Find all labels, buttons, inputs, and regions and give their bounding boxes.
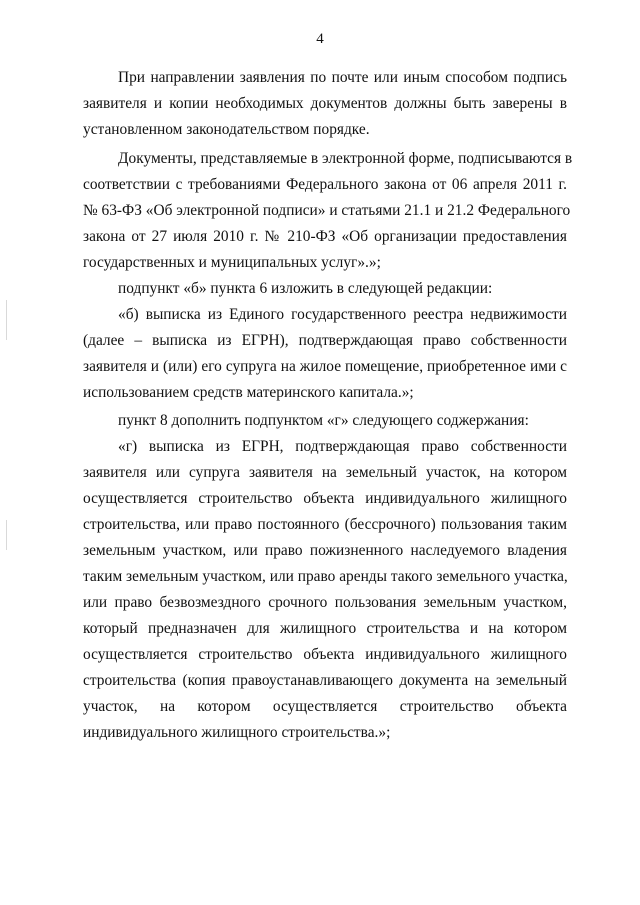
text-line: «б) выписка из Единого государственного реестра недвижимости <box>118 306 567 323</box>
text-line: заявителя или супруга заявителя на земельный участок, на котором <box>83 464 567 481</box>
text-line: индивидуального жилищного строительства.»; <box>83 724 391 741</box>
text-line: использованием средств материнского капитала.»; <box>83 384 414 401</box>
text-line: подпункт «б» пункта 6 изложить в следующей редакции: <box>118 280 493 297</box>
page-number: 4 <box>316 31 324 47</box>
text-line: соответствии с требованиями Федерального закона от 06 апреля 2011 г. <box>83 176 567 193</box>
scan-edge-mark <box>6 520 7 550</box>
text-line: установленном законодательством порядке. <box>83 121 370 138</box>
text-line: № 63-ФЗ «Об электронной подписи» и статьями 21.1 и 21.2 Федерального <box>83 202 571 219</box>
text-line: пункт 8 дополнить подпунктом «г» следующего соджержания: <box>118 412 529 429</box>
text-line: участок, на котором осуществляется строительство объекта <box>83 698 567 715</box>
text-line: «г) выписка из ЕГРН, подтверждающая право собственности <box>118 438 567 455</box>
text-line: строительства (копия правоустанавливающего документа на земельный <box>83 672 567 689</box>
text-line: который предназначен для жилищного строительства и на котором <box>83 620 567 637</box>
text-line: заявителя и копии необходимых документов должны быть заверены в <box>83 95 567 112</box>
text-line: Документы, представляемые в электронной форме, подписываются в <box>118 150 573 167</box>
text-line: (далее – выписка из ЕГРН), подтверждающая право собственности <box>83 332 567 349</box>
text-line: строительства, или право постоянного (бессрочного) пользования таким <box>83 516 567 533</box>
text-line: осуществляется строительство объекта индивидуального жилищного <box>83 646 567 663</box>
text-line: закона от 27 июля 2010 г. № 210-ФЗ «Об организации предоставления <box>83 228 567 245</box>
text-line: заявителя и (или) его супруга на жилое помещение, приобретенное ими с <box>83 358 567 375</box>
text-line: или право безвозмездного срочного пользования земельным участком, <box>83 594 567 611</box>
text-line: осуществляется строительство объекта индивидуального жилищного <box>83 490 567 507</box>
text-line: государственных и муниципальных услуг».»; <box>83 254 381 271</box>
text-line: земельным участком, или право пожизненного наследуемого владения <box>83 542 567 559</box>
text-line: таким земельным участком, или право аренды такого земельного участка, <box>83 568 568 585</box>
scan-edge-mark <box>6 300 7 340</box>
text-line: При направлении заявления по почте или иным способом подпись <box>118 69 567 86</box>
